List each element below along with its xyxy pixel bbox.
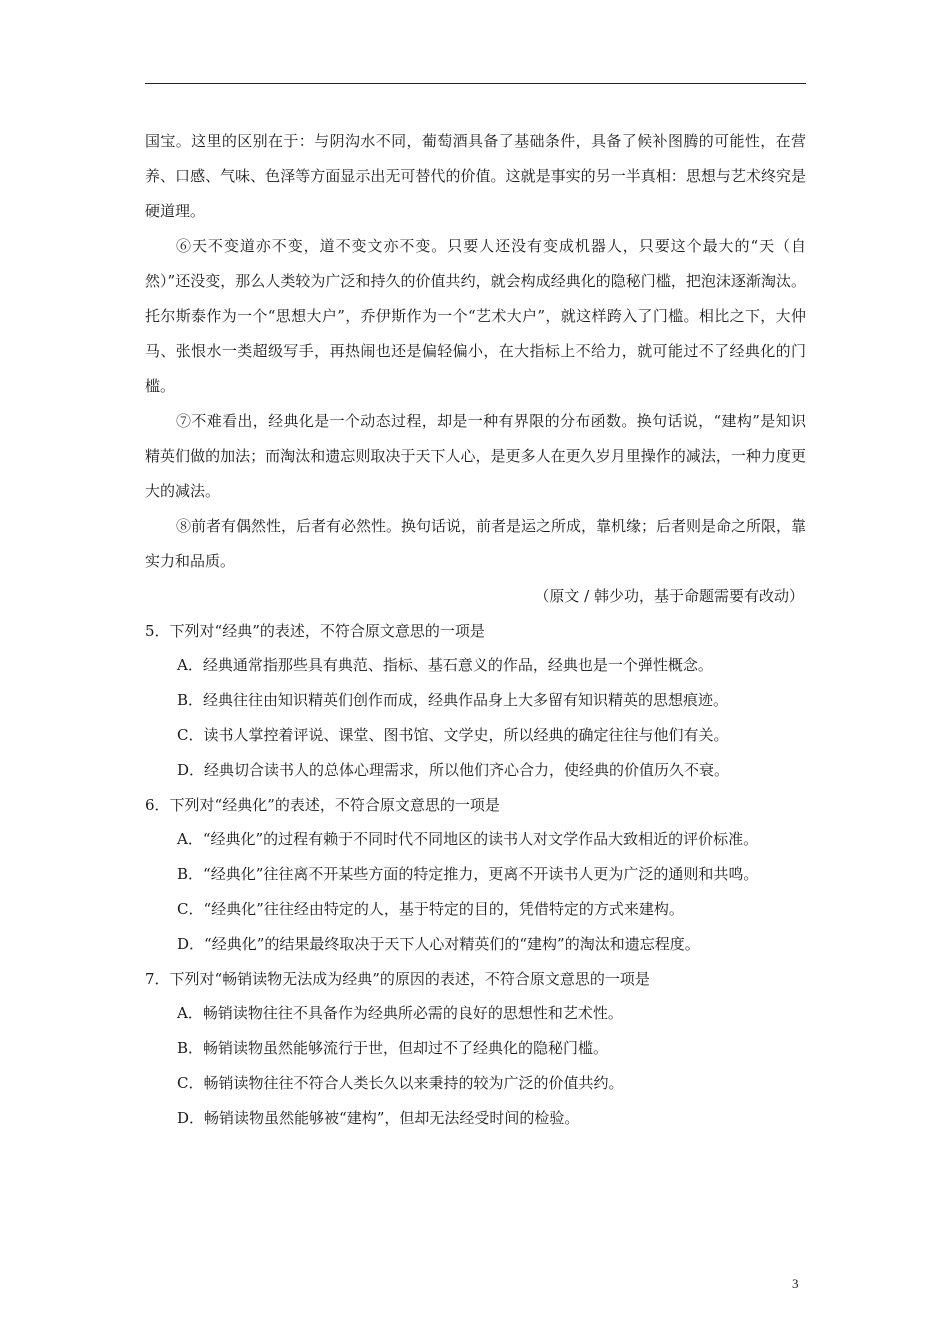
option-a: A．经典通常指那些具有典范、指标、基石意义的作品，经典也是一个弹性概念。 <box>177 656 713 674</box>
option-d: D．“经典化”的结果最终取决于天下人心对精英们的“建构”的淘汰和遗忘程度。 <box>177 935 700 953</box>
passage-source: （原文 / 韩少功，基于命题需要有改动） <box>534 587 804 605</box>
option-b: B．经典往往由知识精英们创作而成，经典作品身上大多留有知识精英的思想痕迹。 <box>177 691 729 709</box>
question-stem: 7．下列对“畅销读物无法成为经典”的原因的表述，不符合原文意思的一项是 <box>145 970 650 988</box>
option-a: A．畅销读物往往不具备作为经典所必需的良好的思想性和艺术性。 <box>177 1004 623 1022</box>
passage-paragraph-5-continued: 国宝。这里的区别在于：与阴沟水不同，葡萄酒具备了基础条件，具备了候补图腾的可能性，在营养、口感、气味、色泽等方面显示出无可替代的价值。这就是事实的另一半真相：思想与艺术终究是硬道理。 <box>145 132 806 220</box>
question-6 <box>145 788 806 962</box>
question-7 <box>145 962 806 1136</box>
passage-paragraph-8: ⑧前者有偶然性，后者有必然性。换句话说，前者是运之所成，靠机缘；后者则是命之所限，靠实力和品质。 <box>145 517 807 570</box>
passage-paragraph-7: ⑦不难看出，经典化是一个动态过程，却是一种有界限的分布函数。换句话说，“建构”是知识精英们做的加法；而淘汰和遗忘则取决于天下人心，是更多人在更久岁月里操作的减法，一种力度更大的减法。 <box>145 412 806 500</box>
option-c: C．“经典化”往往经由特定的人，基于特定的目的，凭借特定的方式来建构。 <box>177 900 684 918</box>
option-a: A．“经典化”的过程有赖于不同时代不同地区的读书人对文学作品大致相近的评价标准。 <box>177 830 759 848</box>
header-rule <box>145 83 806 84</box>
question-5 <box>145 614 806 788</box>
page-number: 3 <box>792 1276 799 1291</box>
option-c: C．读书人掌控着评说、课堂、图书馆、文学史，所以经典的确定往往与他们有关。 <box>177 726 729 744</box>
passage-paragraph-6: ⑥天不变道亦不变，道不变文亦不变。只要人还没有变成机器人，只要这个最大的“天（自然）”还没变，那么人类较为广泛和持久的价值共约，就会构成经典化的隐秘门槛，把泡沫逐渐淘汰。托尔斯泰作为一个“思想大户”，乔伊斯作为一个“艺术大户”，就这样跨入了门槛。相比之下，大仲马、张恨水一类超级写手，再热闹也还是偏轻偏小，在大指标上不给力，就可能过不了经典化的门槛。 <box>145 237 806 395</box>
option-d: D．经典切合读书人的总体心理需求，所以他们齐心合力，使经典的价值历久不衰。 <box>177 761 730 779</box>
option-b: B．畅销读物虽然能够流行于世，但却过不了经典化的隐秘门槛。 <box>177 1039 609 1057</box>
question-stem: 6．下列对“经典化”的表述，不符合原文意思的一项是 <box>145 796 500 814</box>
page-content <box>145 124 806 1136</box>
option-b: B．“经典化”往往离不开某些方面的特定推力，更离不开读书人更为广泛的通则和共鸣。 <box>177 865 759 883</box>
option-c: C．畅销读物往往不符合人类长久以来秉持的较为广泛的价值共约。 <box>177 1074 624 1092</box>
question-stem: 5．下列对“经典”的表述，不符合原文意思的一项是 <box>145 622 485 640</box>
option-d: D．畅销读物虽然能够被“建构”，但却无法经受时间的检验。 <box>177 1109 580 1127</box>
